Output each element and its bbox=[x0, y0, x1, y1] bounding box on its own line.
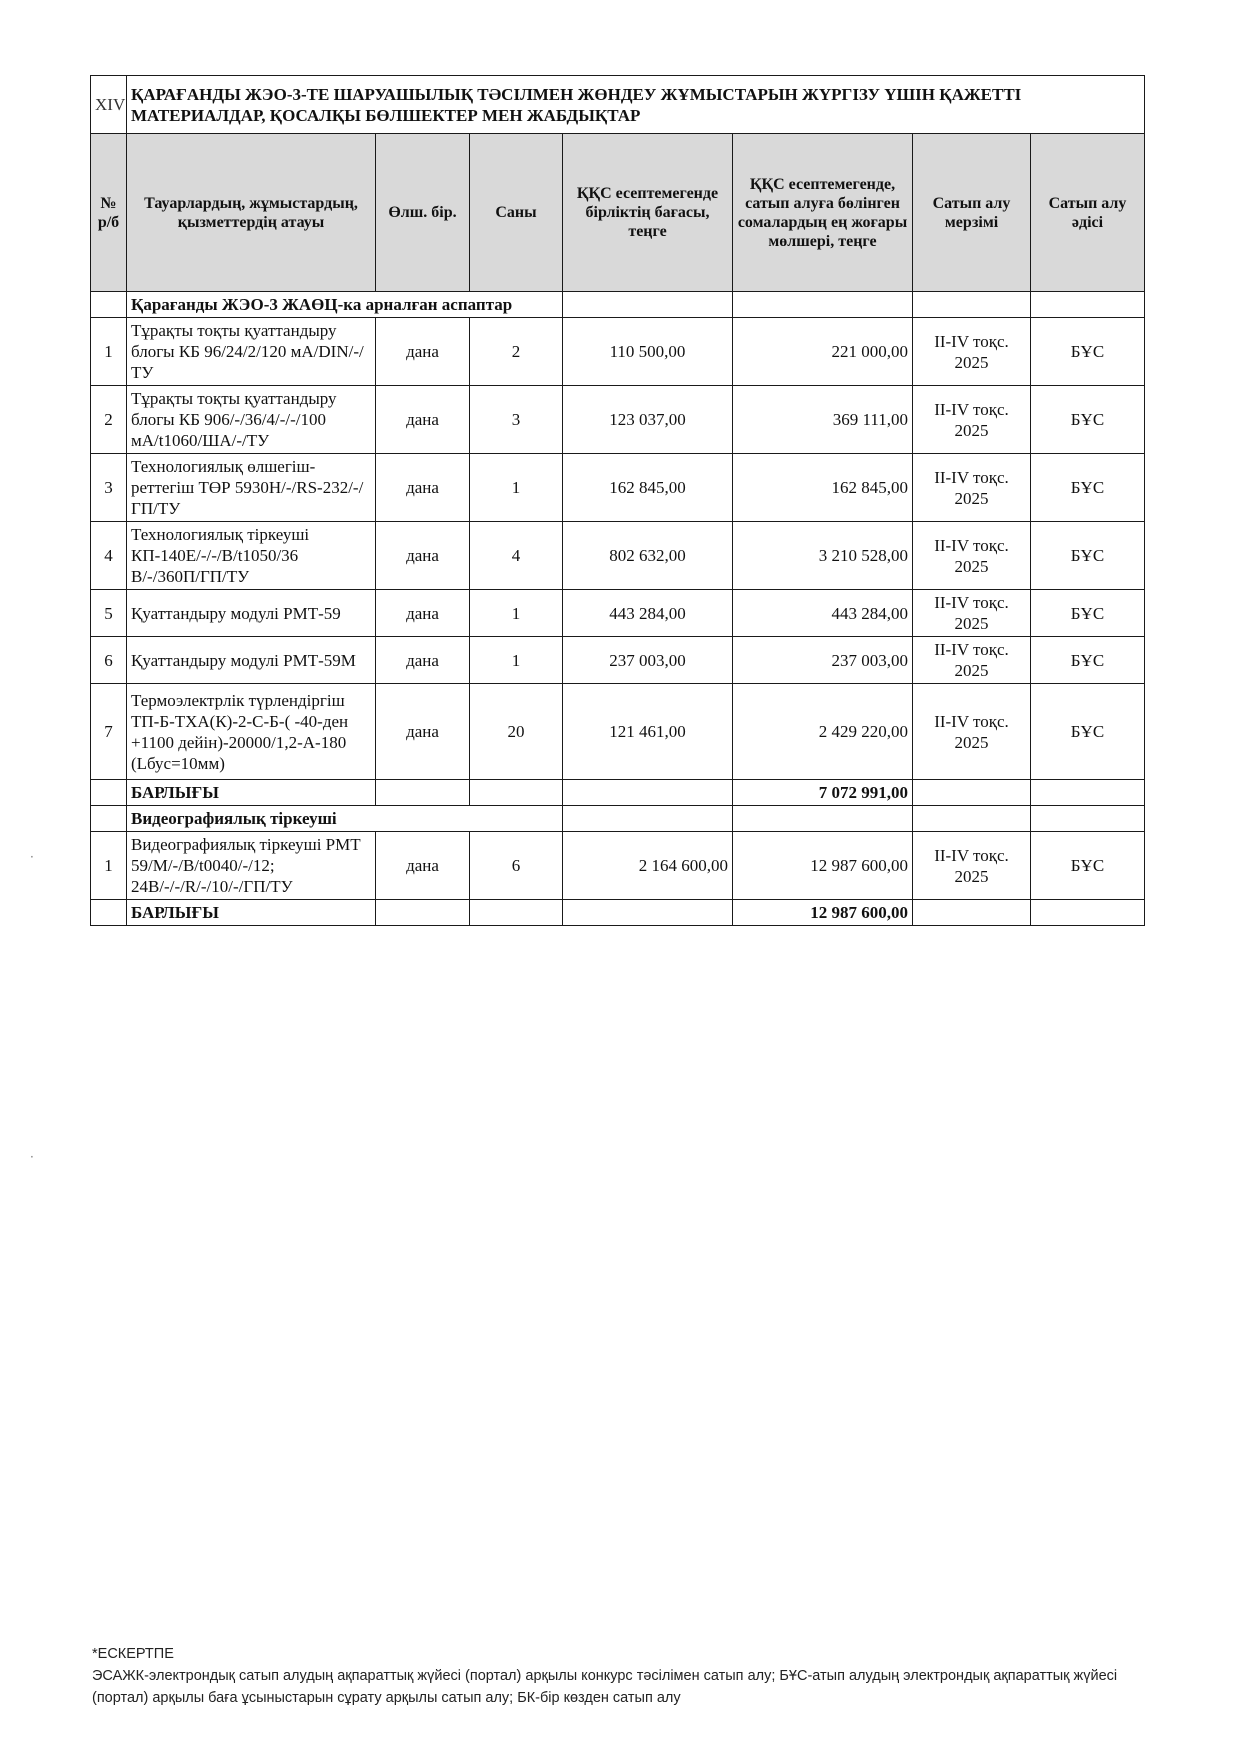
max-amount: 12 987 600,00 bbox=[733, 832, 913, 900]
empty-cell bbox=[913, 806, 1031, 832]
empty-cell bbox=[1031, 900, 1145, 926]
max-amount: 443 284,00 bbox=[733, 590, 913, 637]
item-name: Технологиялық өлшегіш-реттегіш ТӨР 5930Н/-/RS-232/-/ГП/ТУ bbox=[127, 454, 376, 522]
purchase-method: БҰС bbox=[1031, 522, 1145, 590]
item-name: Қуаттандыру модулі РМТ-59 bbox=[127, 590, 376, 637]
row-number: 1 bbox=[91, 318, 127, 386]
empty-cell bbox=[91, 806, 127, 832]
item-name: Термоэлектрлік түрлендіргіш ТП-Б-ТХА(К)-2-С-Б-( -40-ден +1100 дейін)-20000/1,2-А-180 (Lбус=10мм) bbox=[127, 684, 376, 780]
quantity: 1 bbox=[470, 454, 563, 522]
row-number: 7 bbox=[91, 684, 127, 780]
empty-cell bbox=[470, 900, 563, 926]
header-method: Сатып алу әдісі bbox=[1031, 134, 1145, 292]
column-header-row bbox=[91, 134, 1145, 292]
unit: дана bbox=[376, 637, 470, 684]
group-header-row bbox=[91, 292, 1145, 318]
quantity: 4 bbox=[470, 522, 563, 590]
purchase-period: ІІ-IV тоқс. 2025 bbox=[913, 386, 1031, 454]
unit-price: 443 284,00 bbox=[563, 590, 733, 637]
section-number: XIV bbox=[91, 76, 127, 134]
row-number: 5 bbox=[91, 590, 127, 637]
footnote-title: *ЕСКЕРТПЕ bbox=[92, 1646, 174, 1662]
purchase-method: БҰС bbox=[1031, 832, 1145, 900]
purchase-period: ІІ-IV тоқс. 2025 bbox=[913, 590, 1031, 637]
header-period: Сатып алу мерзімі bbox=[913, 134, 1031, 292]
row-number: 6 bbox=[91, 637, 127, 684]
total-amount: 12 987 600,00 bbox=[733, 900, 913, 926]
group-header-row bbox=[91, 806, 1145, 832]
max-amount: 3 210 528,00 bbox=[733, 522, 913, 590]
empty-cell bbox=[376, 780, 470, 806]
quantity: 20 bbox=[470, 684, 563, 780]
empty-cell bbox=[563, 292, 733, 318]
unit-price: 802 632,00 bbox=[563, 522, 733, 590]
quantity: 3 bbox=[470, 386, 563, 454]
table-row bbox=[91, 637, 1145, 684]
purchase-method: БҰС bbox=[1031, 454, 1145, 522]
total-amount: 7 072 991,00 bbox=[733, 780, 913, 806]
empty-cell bbox=[563, 806, 733, 832]
section-title: ҚАРАҒАНДЫ ЖЭО-3-ТЕ ШАРУАШЫЛЫҚ ТӘСІЛМЕН ЖӨНДЕУ ЖҰМЫСТАРЫН ЖҮРГІЗУ ҮШІН ҚАЖЕТТІ МАТЕРИАЛДАР, ҚОСАЛҚЫ БӨЛШЕКТЕР МЕН ЖАБДЫҚТАР bbox=[127, 76, 1145, 134]
header-name: Тауарлардың, жұмыстардың, қызметтердің атауы bbox=[127, 134, 376, 292]
row-number: 2 bbox=[91, 386, 127, 454]
unit: дана bbox=[376, 832, 470, 900]
materials-table bbox=[90, 75, 1145, 926]
empty-cell bbox=[913, 292, 1031, 318]
table-row bbox=[91, 454, 1145, 522]
item-name: Тұрақты тоқты қуаттандыру блогы КБ 906/-/36/4/-/-/100 мА/t1060/ШA/-/ТУ bbox=[127, 386, 376, 454]
table-row bbox=[91, 590, 1145, 637]
scan-speck: · bbox=[30, 850, 34, 864]
total-row bbox=[91, 780, 1145, 806]
purchase-period: ІІ-IV тоқс. 2025 bbox=[913, 318, 1031, 386]
unit-price: 237 003,00 bbox=[563, 637, 733, 684]
total-row bbox=[91, 900, 1145, 926]
table-row bbox=[91, 832, 1145, 900]
purchase-method: БҰС bbox=[1031, 637, 1145, 684]
total-label: БАРЛЫҒЫ bbox=[127, 900, 376, 926]
item-name: Қуаттандыру модулі РМТ-59М bbox=[127, 637, 376, 684]
footnote bbox=[92, 1643, 1172, 1709]
empty-cell bbox=[470, 780, 563, 806]
empty-cell bbox=[376, 900, 470, 926]
total-label: БАРЛЫҒЫ bbox=[127, 780, 376, 806]
quantity: 1 bbox=[470, 590, 563, 637]
table-row bbox=[91, 522, 1145, 590]
purchase-method: БҰС bbox=[1031, 386, 1145, 454]
unit: дана bbox=[376, 684, 470, 780]
header-qty: Саны bbox=[470, 134, 563, 292]
max-amount: 237 003,00 bbox=[733, 637, 913, 684]
max-amount: 162 845,00 bbox=[733, 454, 913, 522]
unit-price: 2 164 600,00 bbox=[563, 832, 733, 900]
scan-speck: · bbox=[30, 1150, 34, 1164]
purchase-period: ІІ-IV тоқс. 2025 bbox=[913, 637, 1031, 684]
unit-price: 121 461,00 bbox=[563, 684, 733, 780]
quantity: 2 bbox=[470, 318, 563, 386]
empty-cell bbox=[913, 780, 1031, 806]
empty-cell bbox=[1031, 806, 1145, 832]
empty-cell bbox=[733, 806, 913, 832]
purchase-method: БҰС bbox=[1031, 684, 1145, 780]
purchase-method: БҰС bbox=[1031, 318, 1145, 386]
unit-price: 162 845,00 bbox=[563, 454, 733, 522]
header-unit: Өлш. бір. bbox=[376, 134, 470, 292]
table-row bbox=[91, 318, 1145, 386]
empty-cell bbox=[913, 900, 1031, 926]
row-number: 3 bbox=[91, 454, 127, 522]
header-num: № р/б bbox=[91, 134, 127, 292]
quantity: 1 bbox=[470, 637, 563, 684]
purchase-method: БҰС bbox=[1031, 590, 1145, 637]
unit: дана bbox=[376, 386, 470, 454]
unit: дана bbox=[376, 590, 470, 637]
quantity: 6 bbox=[470, 832, 563, 900]
group-title: Қарағанды ЖЭО-3 ЖАӨЦ-ка арналған аспаптар bbox=[127, 292, 563, 318]
item-name: Видеографиялық тіркеуші РМТ 59/М/-/В/t0040/-/12; 24В/-/-/R/-/10/-/ГП/ТУ bbox=[127, 832, 376, 900]
unit: дана bbox=[376, 318, 470, 386]
empty-cell bbox=[733, 292, 913, 318]
unit-price: 123 037,00 bbox=[563, 386, 733, 454]
empty-cell bbox=[563, 780, 733, 806]
empty-cell bbox=[1031, 292, 1145, 318]
purchase-period: ІІ-IV тоқс. 2025 bbox=[913, 522, 1031, 590]
footnote-text: ЭСАЖК-электрондық сатып алудың ақпараттық жүйесі (портал) арқылы конкурс тәсілімен сатып алу; БҰС-атып алудың электрондық ақпараттық жүйесі (портал) арқылы баға ұсыныстарын сұрату арқылы сатып алу; БК-бір көзден сатып алу bbox=[92, 1668, 1118, 1706]
unit: дана bbox=[376, 454, 470, 522]
empty-cell bbox=[91, 900, 127, 926]
max-amount: 369 111,00 bbox=[733, 386, 913, 454]
unit-price: 110 500,00 bbox=[563, 318, 733, 386]
purchase-period: ІІ-IV тоқс. 2025 bbox=[913, 684, 1031, 780]
header-max-amount: ҚҚС есептемегенде, сатып алуға бөлінген сомалардың ең жоғары мөлшері, теңге bbox=[733, 134, 913, 292]
item-name: Тұрақты тоқты қуаттандыру блогы КБ 96/24/2/120 мА/DIN/-/ТУ bbox=[127, 318, 376, 386]
table-row bbox=[91, 684, 1145, 780]
row-number: 4 bbox=[91, 522, 127, 590]
max-amount: 221 000,00 bbox=[733, 318, 913, 386]
purchase-period: ІІ-IV тоқс. 2025 bbox=[913, 454, 1031, 522]
group-title: Видеографиялық тіркеуші bbox=[127, 806, 563, 832]
empty-cell bbox=[91, 780, 127, 806]
item-name: Технологиялық тіркеуші КП-140Е/-/-/В/t1050/36 В/-/360П/ГП/ТУ bbox=[127, 522, 376, 590]
unit: дана bbox=[376, 522, 470, 590]
empty-cell bbox=[1031, 780, 1145, 806]
empty-cell bbox=[91, 292, 127, 318]
row-number: 1 bbox=[91, 832, 127, 900]
section-header-row bbox=[91, 76, 1145, 134]
empty-cell bbox=[563, 900, 733, 926]
purchase-period: ІІ-IV тоқс. 2025 bbox=[913, 832, 1031, 900]
header-unit-price: ҚҚС есептемегенде бірліктің бағасы, теңге bbox=[563, 134, 733, 292]
max-amount: 2 429 220,00 bbox=[733, 684, 913, 780]
table-row bbox=[91, 386, 1145, 454]
